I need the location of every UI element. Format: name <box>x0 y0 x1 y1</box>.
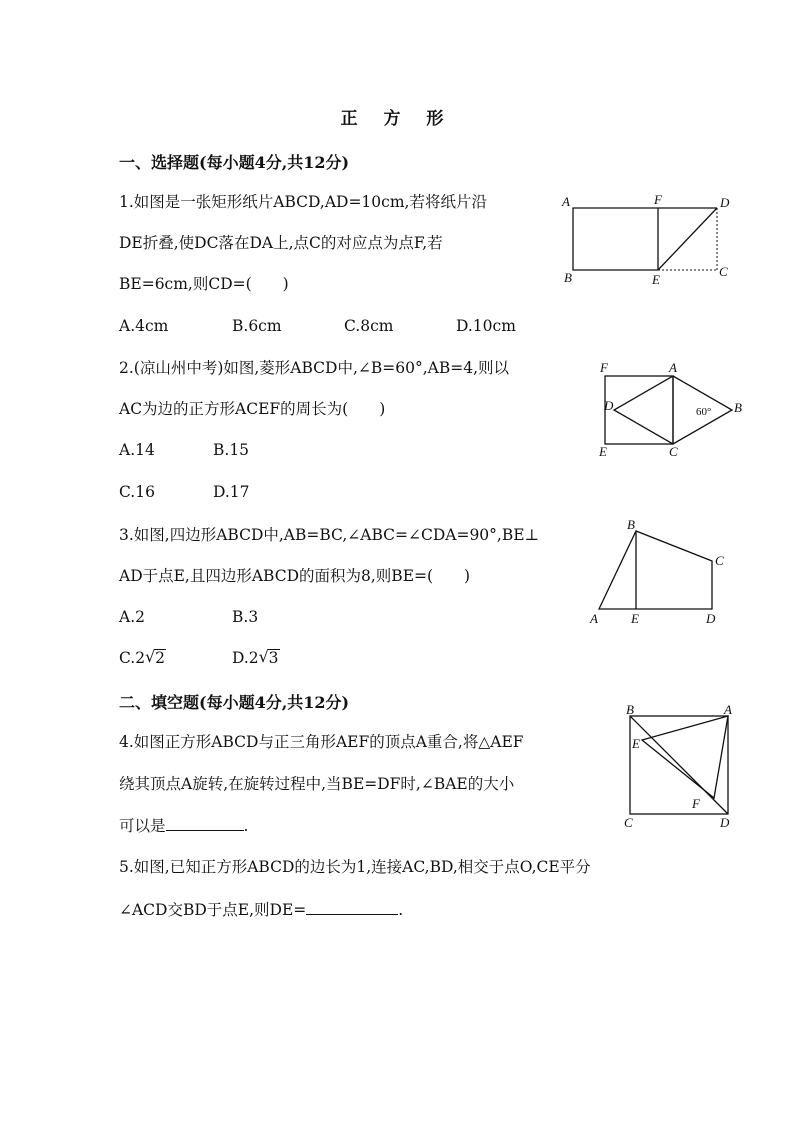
question-1-option-a: A.4cm <box>119 317 169 335</box>
label-c: C <box>719 264 728 279</box>
section-heading-fill: 二、填空题(每小题4分,共12分) <box>119 693 350 712</box>
question-5-line-2-end: . <box>398 901 404 919</box>
question-4-figure <box>618 700 740 830</box>
question-4-line-3-text: 可以是 <box>119 817 166 835</box>
triangle-aef <box>642 716 728 798</box>
quadrilateral-abcd <box>599 531 712 609</box>
label-d: D <box>720 195 730 210</box>
question-1-option-c: C.8cm <box>344 317 394 335</box>
question-2-option-b: B.15 <box>213 441 250 459</box>
question-2-line-2: AC为边的正方形ACEF的周长为( ) <box>119 400 386 418</box>
sqrt-symbol: √ 3 <box>258 647 279 667</box>
page-title: 正 方 形 <box>340 109 454 129</box>
label-e: E <box>652 272 660 287</box>
question-3-option-b: B.3 <box>232 608 259 626</box>
diagonal-bd <box>630 716 728 814</box>
label-a: A <box>669 360 677 375</box>
question-1-figure <box>556 188 746 290</box>
fold-line-de <box>658 208 717 270</box>
question-2-option-d: D.17 <box>213 483 250 501</box>
question-2-line-1: 2.(凉山州中考)如图,菱形ABCD中,∠B=60°,AB=4,则以 <box>119 359 510 377</box>
label-b: B <box>564 270 572 285</box>
question-2-option-a: A.14 <box>119 441 155 459</box>
question-3-line-1: 3.如图,四边形ABCD中,AB=BC,∠ABC=∠CDA=90°,BE⊥ <box>119 526 540 544</box>
section-heading-choice: 一、选择题(每小题4分,共12分) <box>119 153 350 172</box>
answer-blank[interactable] <box>306 899 398 915</box>
question-2-option-c: C.16 <box>119 483 155 501</box>
question-2-figure <box>592 360 748 460</box>
label-d: D <box>604 398 614 413</box>
question-3-line-2: AD于点E,且四边形ABCD的面积为8,则BE=( ) <box>119 567 471 585</box>
label-c: C <box>715 553 724 568</box>
question-5-line-2 <box>119 899 403 920</box>
label-c: C <box>624 815 633 830</box>
label-a: A <box>590 611 598 626</box>
label-c: C <box>669 444 678 459</box>
rectangle-outline <box>573 208 717 270</box>
sqrt-symbol: √ 2 <box>145 647 165 667</box>
label-e: E <box>631 611 639 626</box>
question-1-option-d: D.10cm <box>456 317 516 335</box>
option-c-prefix: C.2 <box>119 649 146 667</box>
question-3-option-c <box>119 649 166 667</box>
label-a: A <box>724 702 732 717</box>
label-b: B <box>627 517 635 532</box>
label-f: F <box>692 796 700 811</box>
label-a: A <box>562 194 570 209</box>
option-d-radicand: 3 <box>268 649 279 667</box>
label-b: B <box>626 702 634 717</box>
question-4-line-1: 4.如图正方形ABCD与正三角形AEF的顶点A重合,将△AEF <box>119 733 524 751</box>
question-3-option-a: A.2 <box>119 608 145 626</box>
label-d: D <box>720 815 730 830</box>
question-1-line-1: 1.如图是一张矩形纸片ABCD,AD=10cm,若将纸片沿 <box>119 193 487 211</box>
option-c-radicand: 2 <box>155 649 165 667</box>
option-d-prefix: D.2 <box>232 649 259 667</box>
label-e: E <box>632 736 640 751</box>
label-e: E <box>599 444 607 459</box>
question-5-line-1: 5.如图,已知正方形ABCD的边长为1,连接AC,BD,相交于点O,CE平分 <box>119 858 591 876</box>
question-3-option-d <box>232 649 280 667</box>
question-4-line-3-end: . <box>243 817 249 835</box>
angle-label: 60° <box>696 406 712 418</box>
question-4-line-3 <box>119 815 248 836</box>
label-d: D <box>706 611 716 626</box>
question-1-option-b: B.6cm <box>232 317 282 335</box>
question-1-line-3: BE=6cm,则CD=( ) <box>119 275 289 293</box>
question-3-figure <box>584 515 734 631</box>
label-f: F <box>654 192 662 207</box>
label-f: F <box>600 360 608 375</box>
question-4-line-2: 绕其顶点A旋转,在旋转过程中,当BE=DF时,∠BAE的大小 <box>119 775 515 793</box>
label-b: B <box>734 400 742 415</box>
answer-blank[interactable] <box>166 815 244 831</box>
question-1-line-2: DE折叠,使DC落在DA上,点C的对应点为点F,若 <box>119 234 443 252</box>
question-5-line-2-text: ∠ACD交BD于点E,则DE= <box>119 901 307 919</box>
